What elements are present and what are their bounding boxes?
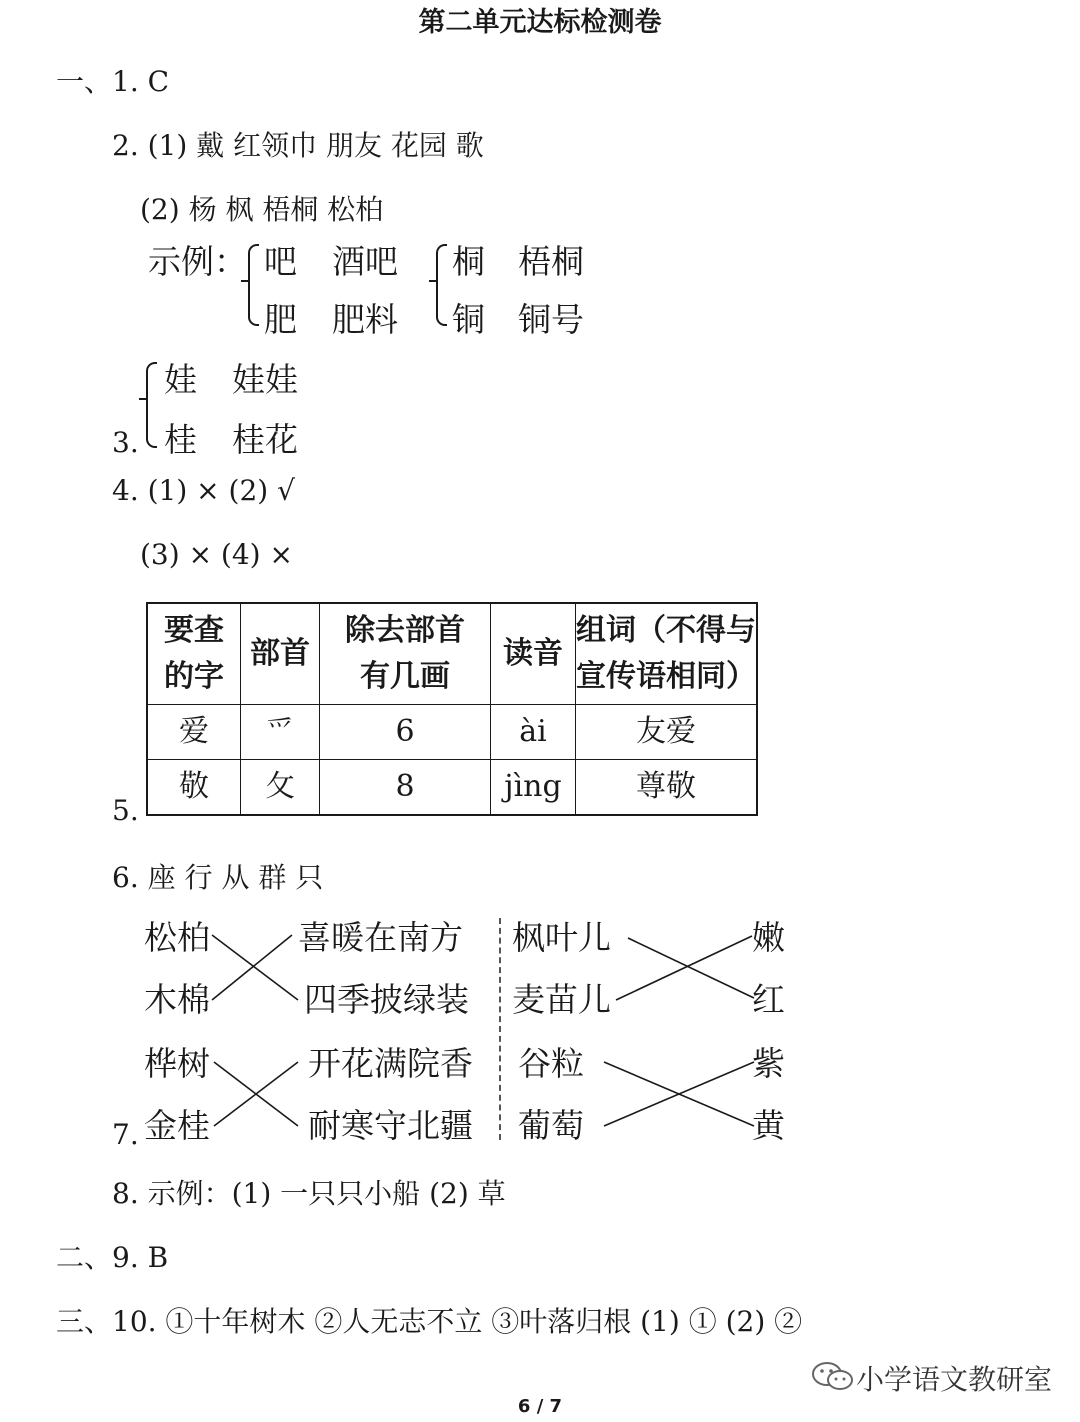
answer-q8: 8. 示例：(1) 一只只小船 (2) 草 — [112, 1177, 506, 1210]
q7-left-item: 金桂 — [144, 1106, 210, 1145]
table-cell: 友爱 — [576, 705, 758, 760]
header-cell: 读音 — [491, 603, 576, 705]
answer-q2-part1: 2. (1) 戴 红领巾 朋友 花园 歌 — [112, 129, 484, 162]
answer-q5-number: 5. — [112, 794, 139, 827]
group1-char-2: 肥 — [264, 300, 297, 339]
table-cell: 6 — [320, 705, 491, 760]
table-cell: 爱 — [147, 705, 241, 760]
q7-left-item: 松柏 — [144, 918, 210, 957]
table-cell: 敬 — [147, 760, 241, 816]
example-label: 示例： — [148, 242, 247, 281]
q7-right-item: 麦苗儿 — [512, 980, 611, 1019]
q7-right-item: 枫叶儿 — [512, 918, 611, 957]
q7-left-phrase: 耐寒守北疆 — [308, 1106, 473, 1145]
answer-q9: 二、9. B — [56, 1241, 169, 1274]
q3-char-2: 桂 — [164, 420, 197, 459]
q7-left-phrase: 四季披绿装 — [304, 980, 469, 1019]
table-cell: 攵 — [241, 760, 320, 816]
wechat-icon — [810, 1360, 856, 1392]
page-indicator: 6 / 7 — [517, 1396, 563, 1417]
table-cell: 尊敬 — [576, 760, 758, 816]
q7-right-item: 谷粒 — [518, 1044, 584, 1083]
header-cell: 要查 的字 — [147, 603, 241, 705]
watermark-text: 小学语文教研室 — [856, 1363, 1053, 1396]
answer-q4-part1: 4. (1) × (2) √ — [112, 474, 295, 507]
q3-char-1: 娃 — [164, 360, 197, 399]
q7-right-color: 红 — [752, 980, 785, 1019]
answer-q4-part2: (3) × (4) × — [140, 538, 293, 571]
table-cell: ài — [491, 705, 576, 760]
page-title: 第二单元达标检测卷 — [418, 7, 662, 38]
q7-right-color: 紫 — [752, 1044, 785, 1083]
group1-word-1: 酒吧 — [332, 242, 398, 281]
q3-word-2: 桂花 — [232, 420, 298, 459]
answer-q6: 6. 座 行 从 群 只 — [112, 861, 324, 894]
q7-left-phrase: 开花满院香 — [308, 1044, 473, 1083]
group2-char-2: 铜 — [452, 300, 485, 339]
answer-q3-number: 3. — [112, 426, 139, 459]
q3-word-1: 娃娃 — [232, 360, 298, 399]
table-cell: 爫 — [241, 705, 320, 760]
answer-q7-number: 7. — [112, 1118, 139, 1151]
table-cell: jìng — [491, 760, 576, 816]
match-line — [616, 936, 752, 1000]
q7-left-item: 木棉 — [144, 980, 210, 1019]
group1-char-1: 吧 — [264, 242, 297, 281]
answer-q2-part2: (2) 杨 枫 梧桐 松柏 — [140, 193, 384, 226]
q7-right-color: 黄 — [752, 1106, 785, 1145]
header-cell: 除去部首 有几画 — [320, 603, 491, 705]
q7-right-color: 嫩 — [752, 918, 785, 957]
match-line — [628, 938, 754, 998]
group2-word-1: 梧桐 — [518, 242, 584, 281]
answer-q10: 三、10. ①十年树木 ②人无志不立 ③叶落归根 (1) ① (2) ② — [56, 1305, 803, 1338]
group2-char-1: 桐 — [452, 242, 485, 281]
group1-word-2: 肥料 — [332, 300, 398, 339]
q7-left-item: 桦树 — [144, 1044, 210, 1083]
group2-word-2: 铜号 — [518, 300, 584, 339]
answer-q1: 一、1. C — [56, 65, 170, 98]
header-cell: 组词（不得与 宣传语相同） — [576, 603, 758, 705]
table-cell: 8 — [320, 760, 491, 816]
q7-left-phrase: 喜暖在南方 — [298, 918, 463, 957]
q7-right-item: 葡萄 — [518, 1106, 584, 1145]
header-cell: 部首 — [241, 603, 320, 705]
